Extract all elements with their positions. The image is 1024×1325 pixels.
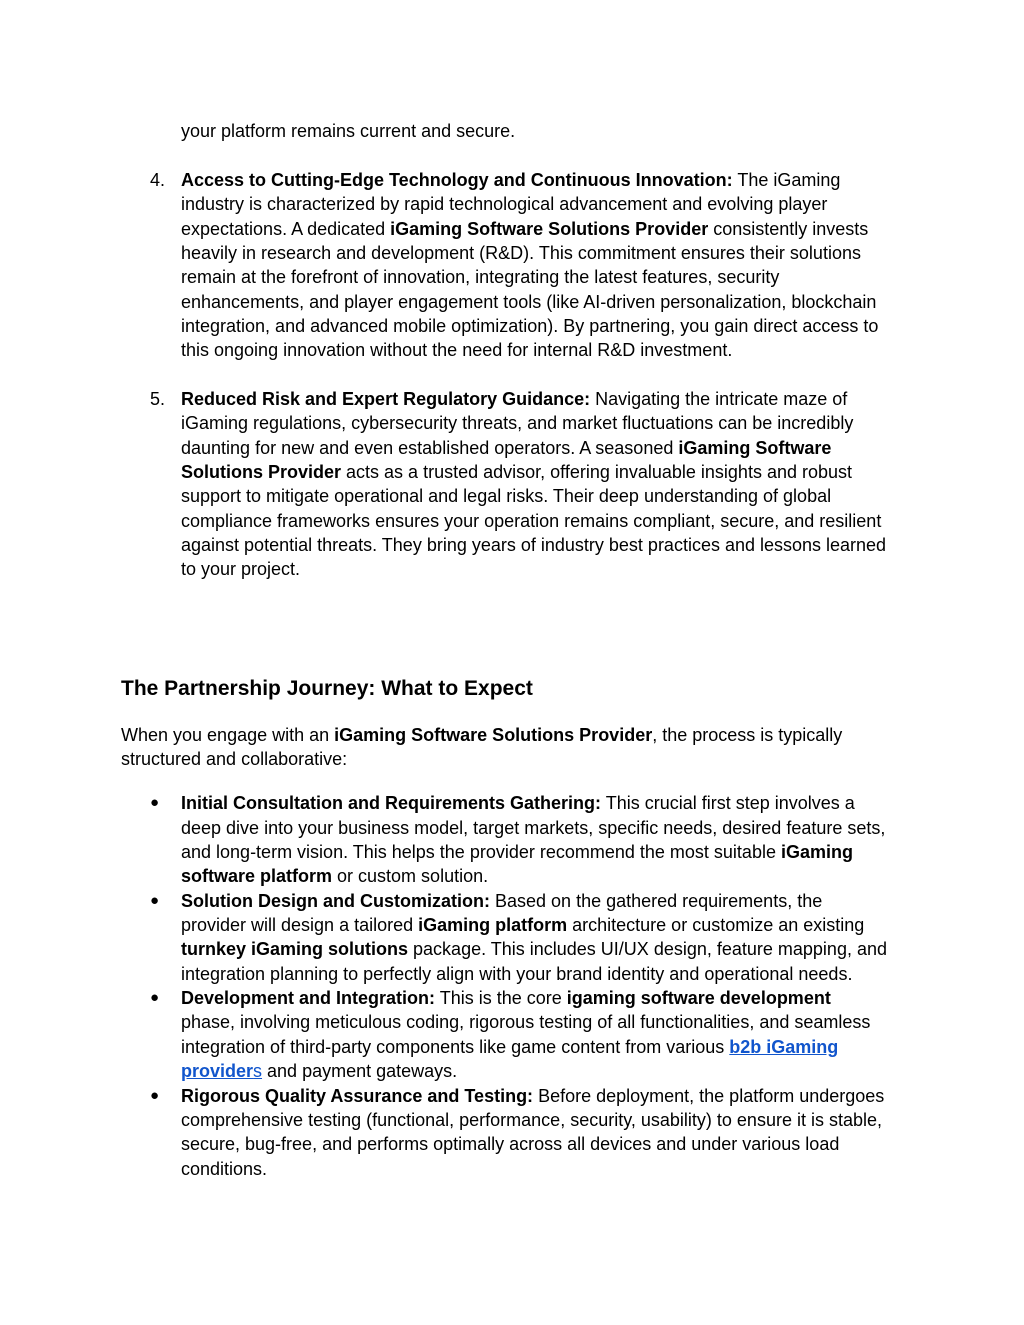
section-heading: The Partnership Journey: What to Expect xyxy=(121,677,533,700)
list-item-line: iGaming regulations, cybersecurity threats, and market fluctuations can be incredibly xyxy=(181,413,854,433)
list-item-line: this ongoing innovation without the need for internal R&D investment. xyxy=(181,340,733,360)
bullet-item-line: Development and Integration: This is the core igaming software development xyxy=(181,988,831,1008)
list-item-line: Reduced Risk and Expert Regulatory Guidance: Navigating the intricate maze of xyxy=(181,389,848,409)
bullet-item-line: integration of third-party components like game content from various b2b iGaming xyxy=(181,1037,839,1057)
bullet-item-line: software platform or custom solution. xyxy=(181,866,489,886)
list-item-line: support to mitigate operational and legal risks. Their deep understanding of global xyxy=(181,486,832,506)
list-item-line: Solutions Provider acts as a trusted advisor, offering invaluable insights and robust xyxy=(181,462,853,482)
bullet-item-line: providers and payment gateways. xyxy=(181,1061,458,1081)
bullet-item-line: and long-term vision. This helps the provider recommend the most suitable iGaming xyxy=(181,842,853,862)
bullet-item-title: Development and Integration: xyxy=(181,988,436,1008)
bullet-item-line: deep dive into your business model, target markets, specific needs, desired feature sets, xyxy=(181,818,886,838)
list-item-line: integration, and advanced mobile optimization). By partnering, you gain direct access to xyxy=(181,316,879,336)
bullet-item-title: Initial Consultation and Requirements Gathering: xyxy=(181,793,602,813)
paragraph-line: When you engage with an iGaming Software Solutions Provider, the process is typically xyxy=(121,725,843,745)
list-item-line: against potential threats. They bring years of industry best practices and lessons learned xyxy=(181,535,887,555)
bullet-icon: ● xyxy=(150,989,160,1006)
list-number: 4. xyxy=(150,170,166,190)
list-item-line: enhancements, and player engagement tools (like AI-driven personalization, blockchain xyxy=(181,292,877,312)
bullet-item-line: provider will design a tailored iGaming platform architecture or customize an existing xyxy=(181,915,865,935)
b2b-igaming-providers-link[interactable]: b2b iGaming xyxy=(729,1037,839,1057)
paragraph-continuation: your platform remains current and secure. xyxy=(181,121,516,141)
bullet-item-line: Solution Design and Customization: Based on the gathered requirements, the xyxy=(181,891,823,911)
bullet-item-line: comprehensive testing (functional, performance, security, usability) to ensure it is stable, xyxy=(181,1110,882,1130)
bullet-icon: ● xyxy=(150,794,160,811)
bullet-item-line: phase, involving meticulous coding, rigorous testing of all functionalities, and seamless xyxy=(181,1012,871,1032)
list-item-line: remain at the forefront of innovation, integrating the latest features, security xyxy=(181,267,780,287)
list-item-line: daunting for new and even established operators. A seasoned iGaming Software xyxy=(181,438,832,458)
list-item-line: heavily in research and development (R&D). This commitment ensures their solutions xyxy=(181,243,861,263)
bullet-item-line: conditions. xyxy=(181,1159,268,1179)
bullet-icon: ● xyxy=(150,892,160,909)
list-item-line: Access to Cutting-Edge Technology and Continuous Innovation: The iGaming xyxy=(181,170,841,190)
list-item-title: Reduced Risk and Expert Regulatory Guidance: xyxy=(181,389,591,409)
bullet-icon: ● xyxy=(150,1087,160,1104)
list-item-line: to your project. xyxy=(181,559,301,579)
list-item-title: Access to Cutting-Edge Technology and Continuous Innovation: xyxy=(181,170,733,190)
list-item-line: industry is characterized by rapid technological advancement and evolving player xyxy=(181,194,828,214)
list-number: 5. xyxy=(150,389,166,409)
bullet-item-title: Solution Design and Customization: xyxy=(181,891,490,911)
b2b-igaming-providers-link-continued[interactable]: providers xyxy=(181,1061,263,1081)
bullet-item-line: turnkey iGaming solutions package. This includes UI/UX design, feature mapping, and xyxy=(181,939,887,959)
bullet-item-title: Rigorous Quality Assurance and Testing: xyxy=(181,1086,534,1106)
list-item-line: compliance frameworks ensures your operation remains compliant, secure, and resilient xyxy=(181,511,882,531)
bullet-item-line: Initial Consultation and Requirements Gathering: This crucial first step involves a xyxy=(181,793,855,813)
paragraph-line: structured and collaborative: xyxy=(121,749,348,769)
bullet-item-line: Rigorous Quality Assurance and Testing: Before deployment, the platform undergoes xyxy=(181,1086,885,1106)
list-item-line: expectations. A dedicated iGaming Software Solutions Provider consistently invests xyxy=(181,219,869,239)
bullet-item-line: secure, bug-free, and performs optimally across all devices and under various load xyxy=(181,1134,840,1154)
bullet-item-line: integration planning to perfectly align with your brand identity and operational needs. xyxy=(181,964,853,984)
